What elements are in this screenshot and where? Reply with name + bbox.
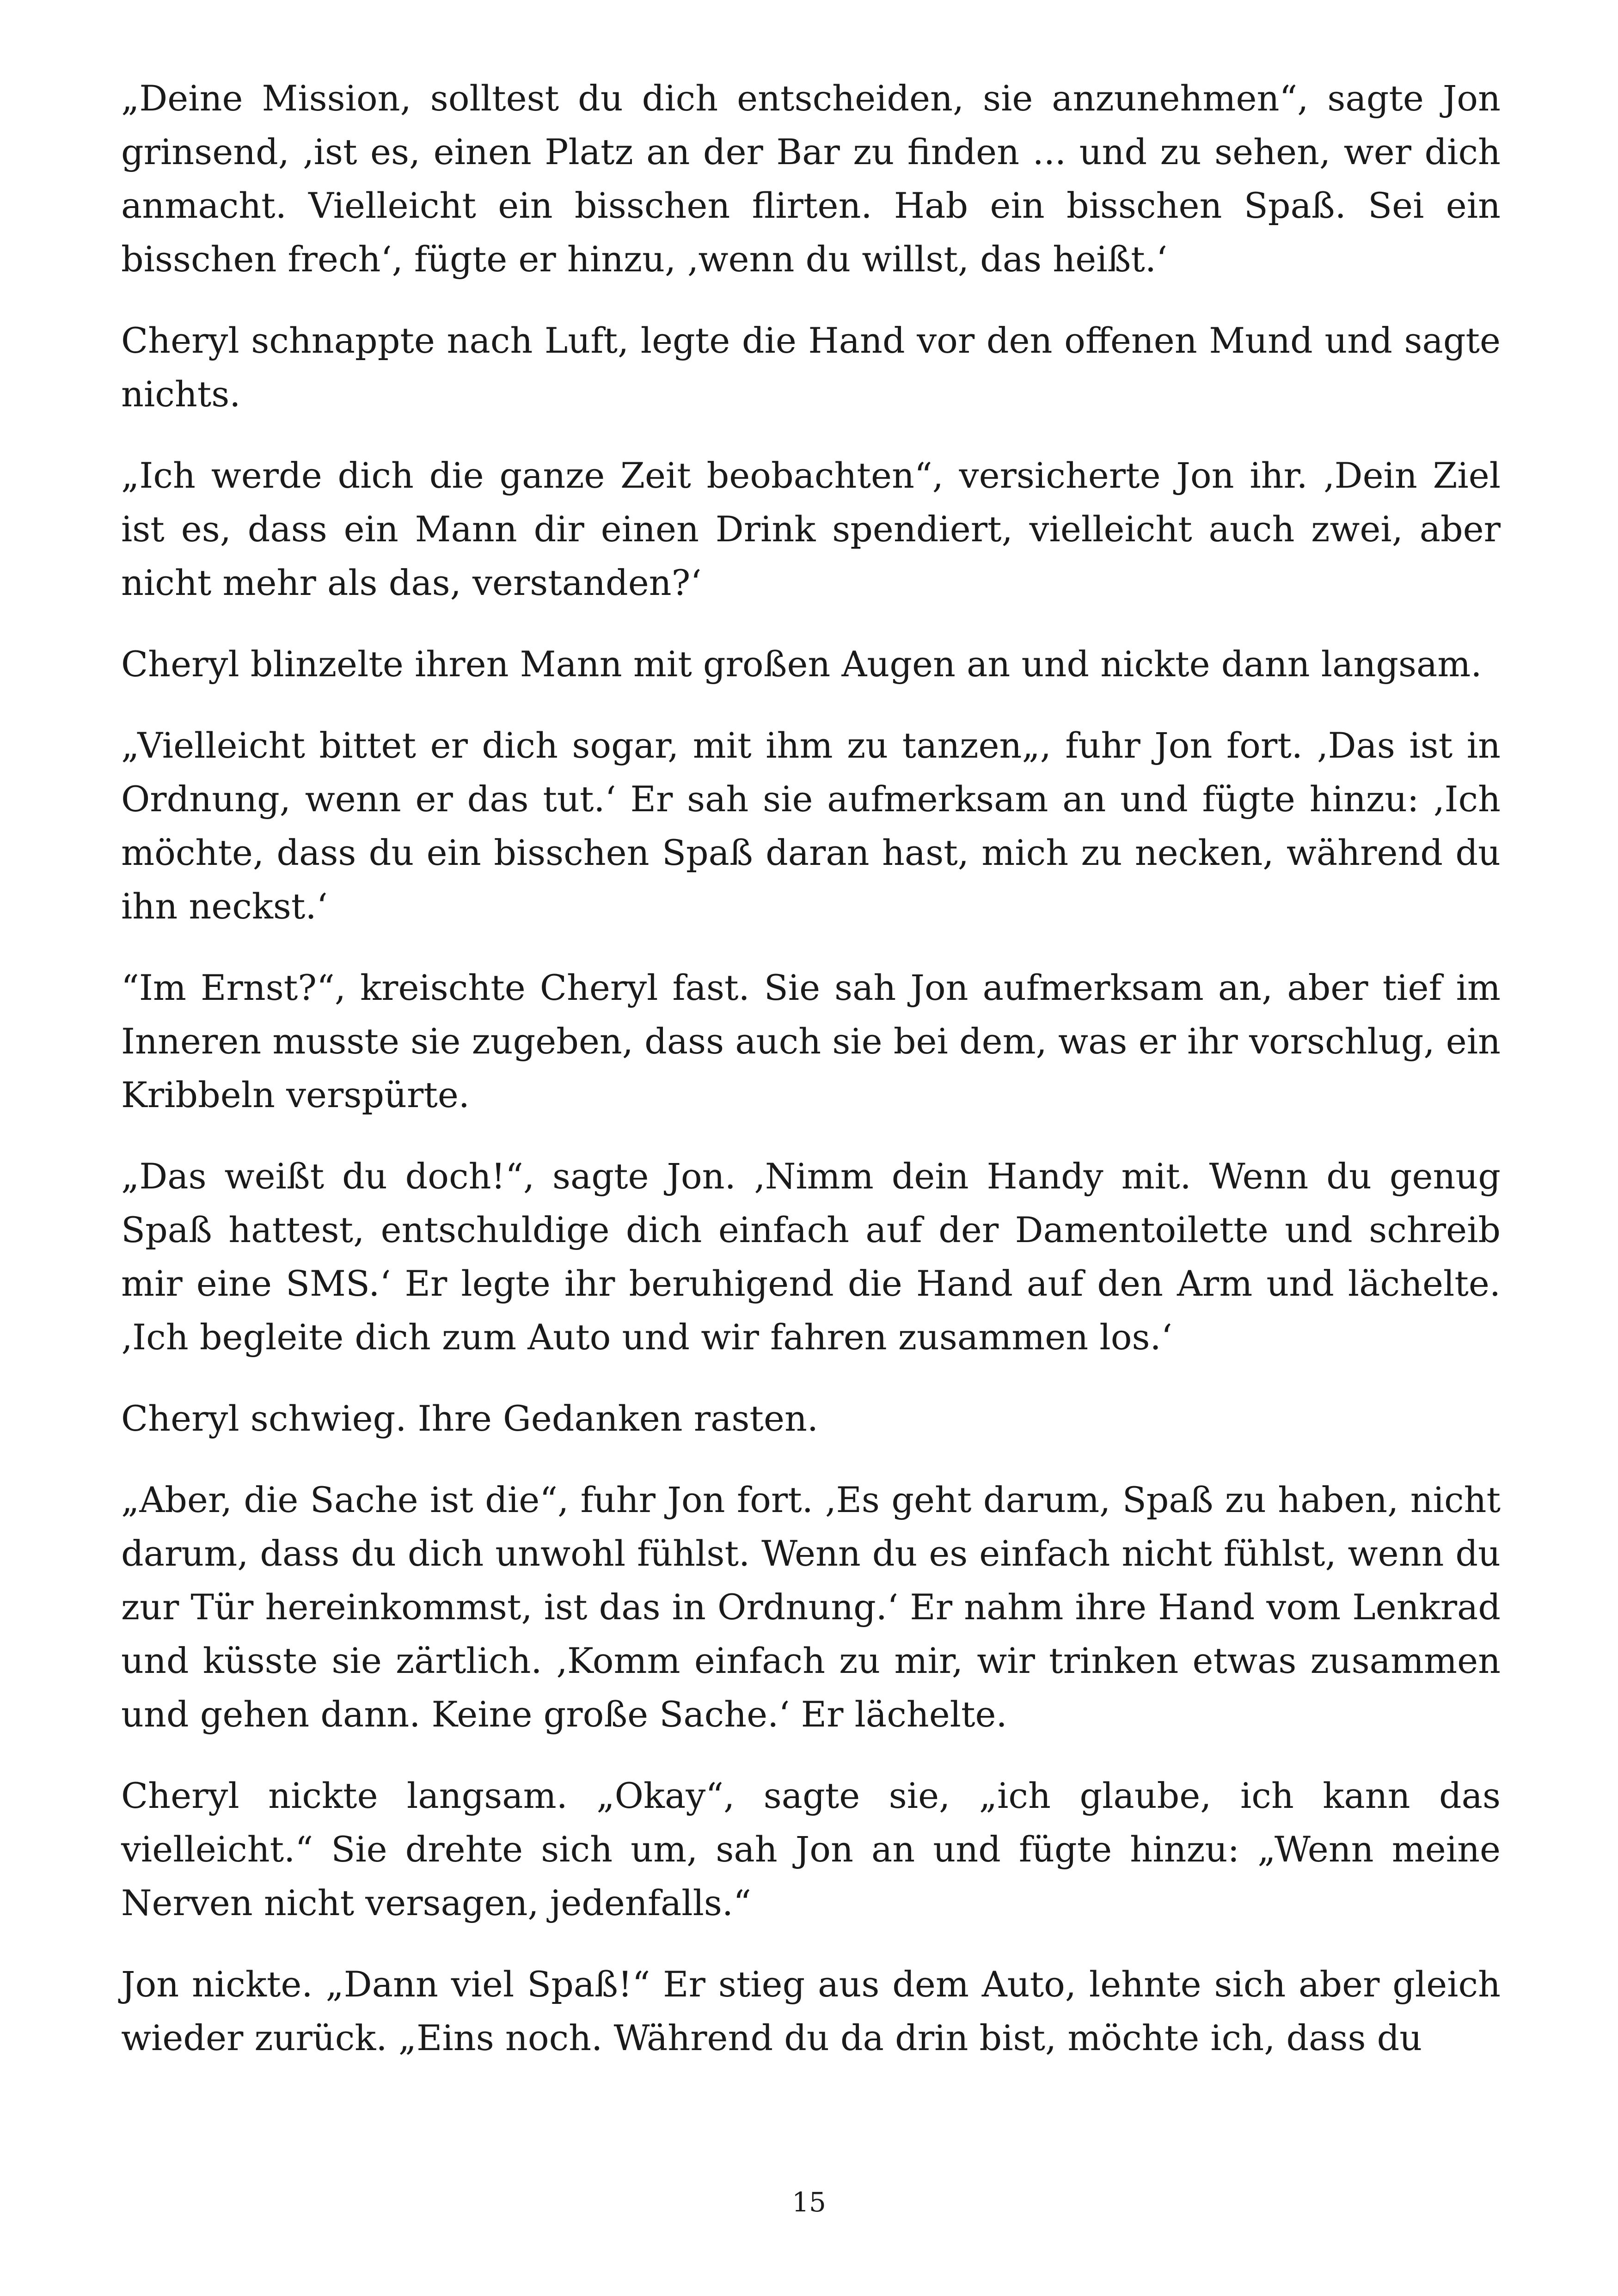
paragraph: “Im Ernst?“, kreischte Cheryl fast. Sie sah Jon aufmerksam an, aber tief im Inneren musste sie zugeben, dass auch sie bei dem, was er ihr vorschlug, ein Kribbeln verspürte. bbox=[121, 967, 1501, 1115]
paragraph: „Deine Mission, solltest du dich entscheiden, sie anzunehmen“, sagte Jon grinsend, ‚ist es, einen Platz an der Bar zu finden ... und zu sehen, wer dich anmacht. Vielleicht ein bisschen flirten. Hab ein bisschen Spaß. Sei ein bisschen frech‘, fügte er hinzu, ‚wenn du willst, das heißt.‘ bbox=[121, 78, 1501, 280]
paragraph: Cheryl nickte langsam. „Okay“, sagte sie, „ich glaube, ich kann das vielleicht.“ Sie drehte sich um, sah Jon an und fügte hinzu: „Wenn meine Nerven nicht versagen, jedenfalls.“ bbox=[121, 1775, 1501, 1923]
body-text bbox=[121, 72, 1501, 2093]
page-number: 15 bbox=[792, 2186, 826, 2218]
paragraph: Cheryl schnappte nach Luft, legte die Hand vor den offenen Mund und sagte nichts. bbox=[121, 320, 1501, 415]
paragraph: „Aber, die Sache ist die“, fuhr Jon fort. ‚Es geht darum, Spaß zu haben, nicht darum, dass du dich unwohl fühlst. Wenn du es einfach nicht fühlst, wenn du zur Tür hereinkommst, ist das in Ordnung.‘ Er nahm ihre Hand vom Lenkrad und küsste sie zärtlich. ‚Komm einfach zu mir, wir trinken etwas zusammen und gehen dann. Keine große Sache.‘ Er lächelte. bbox=[121, 1479, 1501, 1735]
paragraph: Jon nickte. „Dann viel Spaß!“ Er stieg aus dem Auto, lehnte sich aber gleich wieder zurück. „Eins noch. Während du da drin bist, möchte ich, dass du bbox=[121, 1964, 1501, 2058]
paragraph: „Das weißt du doch!“, sagte Jon. ‚Nimm dein Handy mit. Wenn du genug Spaß hattest, entschuldige dich einfach auf der Damentoilette und schreib mir eine SMS.‘ Er legte ihr beruhigend die Hand auf den Arm und lächelte. ‚Ich begleite dich zum Auto und wir fahren zusammen los.‘ bbox=[121, 1156, 1501, 1358]
paragraph: „Vielleicht bittet er dich sogar, mit ihm zu tanzen„, fuhr Jon fort. ‚Das ist in Ordnung, wenn er das tut.‘ Er sah sie aufmerksam an und fügte hinzu: ‚Ich möchte, dass du ein bisschen Spaß daran hast, mich zu necken, während du ihn neckst.‘ bbox=[121, 725, 1501, 927]
paragraph: Cheryl blinzelte ihren Mann mit großen Augen an und nickte dann langsam. bbox=[121, 643, 1482, 685]
paragraph: Cheryl schwieg. Ihre Gedanken rasten. bbox=[121, 1398, 819, 1439]
paragraph: „Ich werde dich die ganze Zeit beobachten“, versicherte Jon ihr. ‚Dein Ziel ist es, dass ein Mann dir einen Drink spendiert, vielleicht auch zwei, aber nicht mehr als das, verstanden?‘ bbox=[121, 455, 1501, 603]
